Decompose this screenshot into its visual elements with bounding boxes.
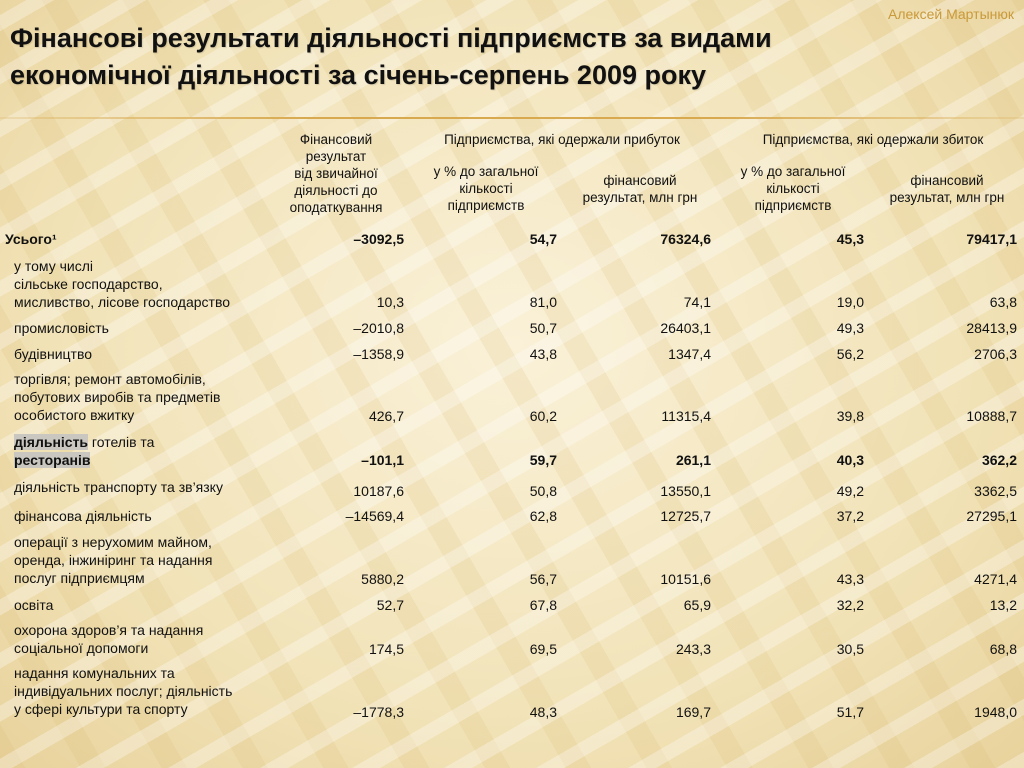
- cell-profit-result: 26403,1: [660, 320, 711, 336]
- cell-loss-percent: 51,7: [836, 704, 864, 720]
- cell-profit-percent: 50,7: [529, 320, 557, 336]
- cell-profit-percent: 60,2: [529, 408, 557, 424]
- cell-loss-result: 79417,1: [966, 231, 1017, 247]
- cell-loss-result: 1948,0: [974, 704, 1017, 720]
- header-profit-percent: у % до загальної кількості підприємств: [433, 164, 539, 213]
- slide-title: Фінансові результати діяльності підприємств за видами економічної діяльності за січень-серпень 2009 року: [10, 23, 772, 90]
- cell-loss-percent: 37,2: [836, 508, 864, 524]
- cell-loss-percent: 32,2: [836, 597, 864, 613]
- cell-loss-percent: 45,3: [836, 231, 864, 247]
- cell-financial-result: –14569,4: [345, 508, 404, 524]
- highlighted-word: ресторанів: [14, 452, 91, 468]
- cell-profit-percent: 62,8: [529, 508, 557, 524]
- cell-loss-result: 68,8: [989, 641, 1017, 657]
- cell-profit-percent: 54,7: [529, 231, 557, 247]
- cell-financial-result: 5880,2: [361, 571, 404, 587]
- cell-profit-percent: 48,3: [529, 704, 557, 720]
- cell-loss-result: 3362,5: [974, 483, 1017, 499]
- header-loss-percent: у % до загальної кількості підприємств: [740, 164, 846, 213]
- cell-profit-result: 169,7: [675, 704, 711, 720]
- row-label: у тому числі сільське господарство, мисливство, лісове господарство: [14, 258, 231, 310]
- cell-financial-result: 10187,6: [353, 483, 404, 499]
- cell-profit-result: 65,9: [683, 597, 711, 613]
- cell-financial-result: 10,3: [376, 294, 404, 310]
- cell-profit-result: 11315,4: [661, 408, 711, 424]
- cell-profit-result: 13550,1: [660, 483, 711, 499]
- cell-loss-percent: 49,3: [836, 320, 864, 336]
- cell-loss-result: 362,2: [981, 452, 1017, 468]
- cell-profit-result: 76324,6: [660, 231, 711, 247]
- row-label: промисловість: [14, 320, 109, 336]
- cell-profit-result: 1347,4: [668, 346, 711, 362]
- cell-loss-percent: 43,3: [836, 571, 864, 587]
- row-label: торгівля; ремонт автомобілів, побутових виробів та предметів особистого вжитку: [14, 371, 221, 423]
- row-label: фінансова діяльність: [14, 508, 152, 524]
- cell-loss-result: 63,8: [989, 294, 1017, 310]
- author-name: Алексей Мартынюк: [888, 6, 1014, 22]
- row-label: будівництво: [14, 346, 93, 362]
- cell-profit-percent: 56,7: [529, 571, 557, 587]
- header-loss-group: Підприємства, які одержали збиток: [762, 132, 984, 147]
- cell-financial-result: 174,5: [368, 641, 404, 657]
- highlighted-word: діяльність: [14, 434, 89, 450]
- cell-loss-result: 10888,7: [966, 408, 1017, 424]
- cell-profit-percent: 69,5: [529, 641, 557, 657]
- cell-loss-percent: 40,3: [836, 452, 864, 468]
- cell-profit-percent: 81,0: [529, 294, 557, 310]
- row-label: операції з нерухомим майном, оренда, інжиніринг та надання послуг підприємцям: [14, 534, 213, 586]
- row-label: охорона здоров’я та надання соціальної допомоги: [14, 622, 204, 656]
- cell-loss-percent: 49,2: [836, 483, 864, 499]
- cell-loss-result: 13,2: [989, 597, 1017, 613]
- row-label: Усього¹: [5, 231, 57, 247]
- cell-loss-result: 28413,9: [966, 320, 1017, 336]
- cell-financial-result: 426,7: [368, 408, 404, 424]
- cell-financial-result: 52,7: [376, 597, 404, 613]
- cell-financial-result: –2010,8: [353, 320, 404, 336]
- cell-profit-result: 12725,7: [660, 508, 711, 524]
- row-label: діяльність транспорту та зв’язку: [14, 479, 223, 495]
- cell-profit-percent: 67,8: [529, 597, 557, 613]
- cell-profit-percent: 50,8: [529, 483, 557, 499]
- cell-profit-result: 74,1: [683, 294, 711, 310]
- cell-profit-result: 261,1: [675, 452, 711, 468]
- cell-profit-percent: 43,8: [529, 346, 557, 362]
- cell-profit-result: 243,3: [675, 641, 711, 657]
- cell-loss-percent: 39,8: [836, 408, 864, 424]
- cell-financial-result: –1358,9: [353, 346, 404, 362]
- header-profit-result: фінансовий результат, млн грн: [582, 173, 698, 205]
- cell-loss-result: 27295,1: [966, 508, 1017, 524]
- header-profit-group: Підприємства, які одержали прибуток: [444, 132, 680, 147]
- cell-loss-percent: 19,0: [836, 294, 864, 310]
- cell-loss-result: 2706,3: [974, 346, 1017, 362]
- row-label: [14, 433, 264, 469]
- cell-loss-result: 4271,4: [974, 571, 1017, 587]
- cell-financial-result: –1778,3: [353, 704, 404, 720]
- row-label: надання комунальних та індивідуальних послуг; діяльність у сфері культури та спорту: [14, 665, 233, 717]
- cell-financial-result: –101,1: [361, 452, 404, 468]
- row-label: освіта: [14, 597, 54, 613]
- cell-profit-percent: 59,7: [529, 452, 557, 468]
- cell-financial-result: –3092,5: [353, 231, 404, 247]
- cell-loss-percent: 30,5: [836, 641, 864, 657]
- title-underline: [0, 117, 1024, 119]
- cell-profit-result: 10151,6: [660, 571, 711, 587]
- label-text: готелів та: [88, 434, 155, 450]
- header-loss-result: фінансовий результат, млн грн: [889, 173, 1005, 205]
- cell-loss-percent: 56,2: [836, 346, 864, 362]
- header-financial-result: Фінансовий результат від звичайної діяльності до оподаткування: [289, 132, 383, 215]
